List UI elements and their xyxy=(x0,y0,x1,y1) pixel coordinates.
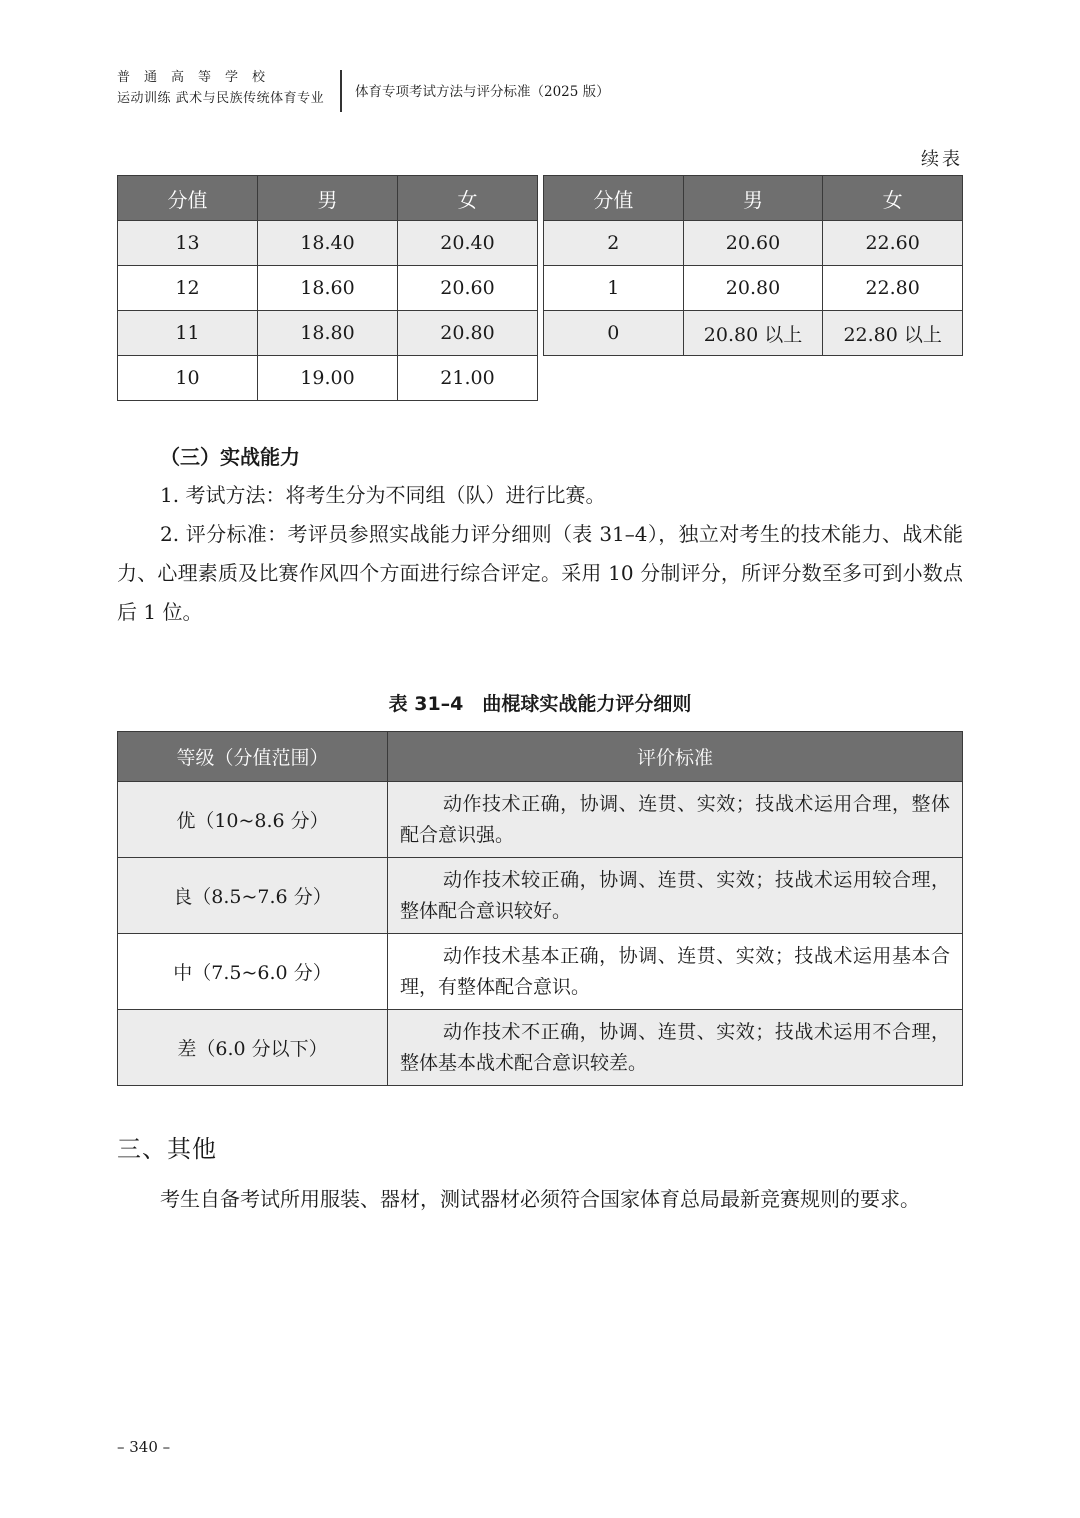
grade-cell: 优（10~8.6 分） xyxy=(118,782,388,858)
score-table-left xyxy=(117,175,538,401)
table-row xyxy=(544,221,963,266)
score-cell: 10 xyxy=(118,356,258,401)
section-heading-other: 三、其他 xyxy=(117,1135,217,1163)
page-number: – 340 – xyxy=(117,1438,171,1456)
header-cell-criteria: 评价标准 xyxy=(388,732,963,782)
male-cell: 18.60 xyxy=(258,266,398,311)
header-cell: 男 xyxy=(258,176,398,221)
male-cell: 18.80 xyxy=(258,311,398,356)
header-major: 运动训练 武术与民族传统体育专业 xyxy=(117,91,325,106)
header-cell: 分值 xyxy=(544,176,684,221)
female-cell: 20.60 xyxy=(398,266,538,311)
grade-cell: 差（6.0 分以下） xyxy=(118,1010,388,1086)
header-cell: 分值 xyxy=(118,176,258,221)
header-left xyxy=(117,68,327,110)
header-cell: 男 xyxy=(683,176,823,221)
female-cell: 22.80 xyxy=(823,266,963,311)
other-paragraph: 考生自备考试所用服装、器材，测试器材必须符合国家体育总局最新竞赛规则的要求。 xyxy=(160,1187,920,1211)
female-cell: 21.00 xyxy=(398,356,538,401)
score-cell: 0 xyxy=(544,311,684,356)
table-header-row xyxy=(544,176,963,221)
section-heading-combat: （三）实战能力 xyxy=(160,445,300,469)
table-row xyxy=(118,934,963,1010)
table-row xyxy=(118,311,538,356)
table-row xyxy=(118,266,538,311)
grade-cell: 良（8.5~7.6 分） xyxy=(118,858,388,934)
female-cell: 22.80 以上 xyxy=(823,311,963,356)
female-cell: 20.80 xyxy=(398,311,538,356)
exam-method-paragraph: 1. 考试方法：将考生分为不同组（队）进行比赛。 xyxy=(160,483,606,507)
score-cell: 11 xyxy=(118,311,258,356)
table-header-row xyxy=(118,732,963,782)
score-cell: 13 xyxy=(118,221,258,266)
table-row xyxy=(544,266,963,311)
header-school: 普通高等学校 xyxy=(117,70,280,85)
table-caption: 表 31–4 曲棍球实战能力评分细则 xyxy=(388,693,692,715)
header-divider xyxy=(340,70,342,112)
table-row xyxy=(118,782,963,858)
header-cell: 女 xyxy=(398,176,538,221)
table-row xyxy=(118,356,538,401)
table-header-row xyxy=(118,176,538,221)
male-cell: 20.80 xyxy=(683,266,823,311)
criteria-cell: 动作技术基本正确，协调、连贯、实效；技战术运用基本合理，有整体配合意识。 xyxy=(388,934,963,1010)
score-cell: 12 xyxy=(118,266,258,311)
header-doc-title: 体育专项考试方法与评分标准（2025 版） xyxy=(355,84,610,100)
table-row xyxy=(544,311,963,356)
criteria-cell: 动作技术正确，协调、连贯、实效；技战术运用合理，整体配合意识强。 xyxy=(388,782,963,858)
male-cell: 19.00 xyxy=(258,356,398,401)
female-cell: 22.60 xyxy=(823,221,963,266)
male-cell: 18.40 xyxy=(258,221,398,266)
score-cell: 1 xyxy=(544,266,684,311)
header-cell: 女 xyxy=(823,176,963,221)
table-row xyxy=(118,1010,963,1086)
criteria-cell: 动作技术不正确，协调、连贯、实效；技战术运用不合理，整体基本战术配合意识较差。 xyxy=(388,1010,963,1086)
male-cell: 20.60 xyxy=(683,221,823,266)
score-table-right xyxy=(543,175,963,356)
score-cell: 2 xyxy=(544,221,684,266)
female-cell: 20.40 xyxy=(398,221,538,266)
table-row xyxy=(118,221,538,266)
rating-table xyxy=(117,731,963,1086)
continued-label: 续表 xyxy=(921,149,963,170)
table-row xyxy=(118,858,963,934)
criteria-cell: 动作技术较正确，协调、连贯、实效；技战术运用较合理，整体配合意识较好。 xyxy=(388,858,963,934)
male-cell: 20.80 以上 xyxy=(683,311,823,356)
grade-cell: 中（7.5~6.0 分） xyxy=(118,934,388,1010)
header-cell-grade: 等级（分值范围） xyxy=(118,732,388,782)
scoring-standard-paragraph: 2. 评分标准：考评员参照实战能力评分细则（表 31–4），独立对考生的技术能力、战术能力、心理素质及比赛作风四个方面进行综合评定。采用 10 分制评分，所评分数至多可到小数点后 1 位。 xyxy=(117,522,963,624)
